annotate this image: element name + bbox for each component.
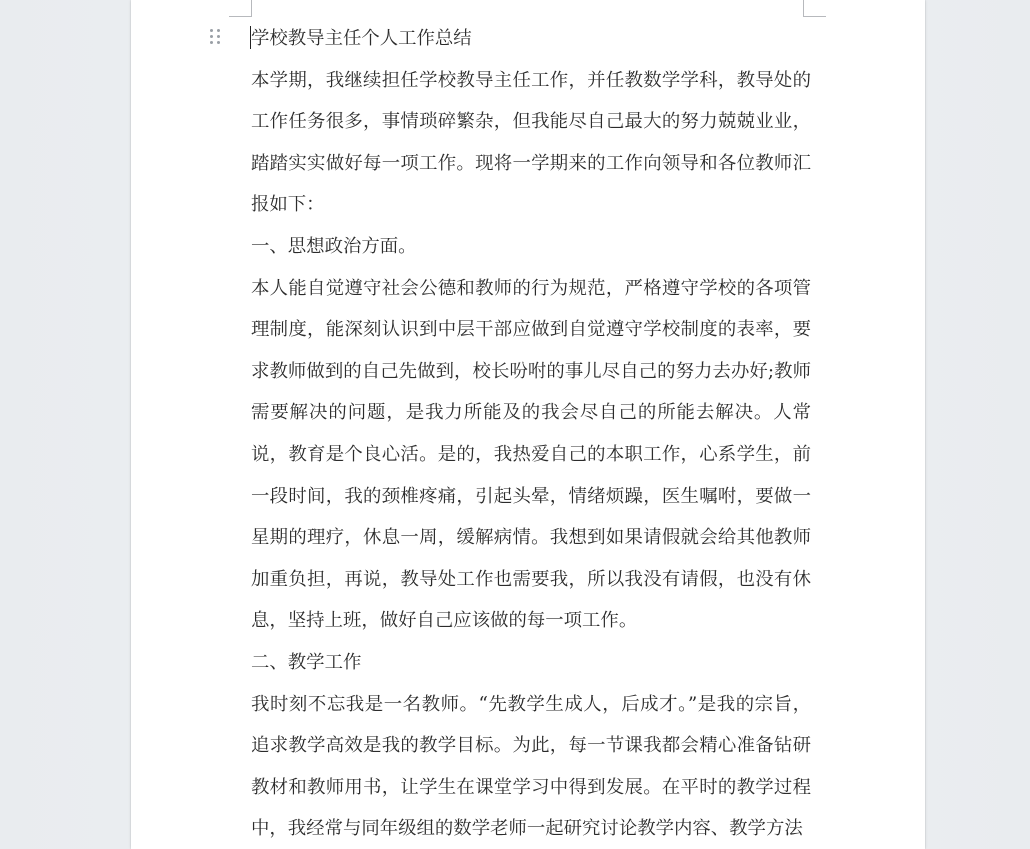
margin-corner-top-right bbox=[803, 0, 826, 17]
document-body[interactable] bbox=[251, 18, 811, 849]
section-heading-teaching[interactable]: 二、教学工作 bbox=[251, 651, 362, 673]
margin-corner-top-left bbox=[229, 0, 252, 17]
document-page[interactable] bbox=[131, 0, 925, 849]
paragraph-teaching[interactable]: 我时刻不忘我是一名教师。“先教学生成人，后成才。”是我的宗旨，追求教学高效是我的教学目标。为此，每一节课我都会精心准备钻研教材和教师用书，让学生在课堂学习中得到发展。在平时的教学过程中，我经常与同年级组的数学老师一起研究讨论教学内容、教学方法 bbox=[251, 693, 811, 840]
drag-dot bbox=[217, 35, 220, 38]
drag-dot bbox=[210, 35, 213, 38]
drag-dot bbox=[217, 29, 220, 32]
drag-dot bbox=[210, 41, 213, 44]
drag-handle-icon[interactable] bbox=[210, 29, 222, 45]
drag-dot bbox=[217, 41, 220, 44]
paragraph-intro[interactable]: 本学期，我继续担任学校教导主任工作，并任教数学学科，教导处的工作任务很多，事情琐碎繁杂，但我能尽自己最大的努力兢兢业业，踏踏实实做好每一项工作。现将一学期来的工作向领导和各位教师汇报如下： bbox=[251, 69, 811, 216]
section-heading-politics[interactable]: 一、思想政治方面。 bbox=[251, 235, 417, 257]
drag-dot bbox=[210, 29, 213, 32]
document-title[interactable]: 学校教导主任个人工作总结 bbox=[251, 28, 472, 49]
paragraph-politics[interactable]: 本人能自觉遵守社会公德和教师的行为规范，严格遵守学校的各项管理制度，能深刻认识到中层干部应做到自觉遵守学校制度的表率，要求教师做到的自己先做到，校长吩咐的事儿尽自己的努力去办好;教师需要解决的问题，是我力所能及的我会尽自己的所能去解决。人常说，教育是个良心活。是的，我热爱自己的本职工作，心系学生，前一段时间，我的颈椎疼痛，引起头晕，情绪烦躁，医生嘱咐，要做一星期的理疗，休息一周，缓解病情。我想到如果请假就会给其他教师加重负担，再说，教导处工作也需要我，所以我没有请假，也没有休息，坚持上班，做好自己应该做的每一项工作。 bbox=[251, 277, 811, 632]
